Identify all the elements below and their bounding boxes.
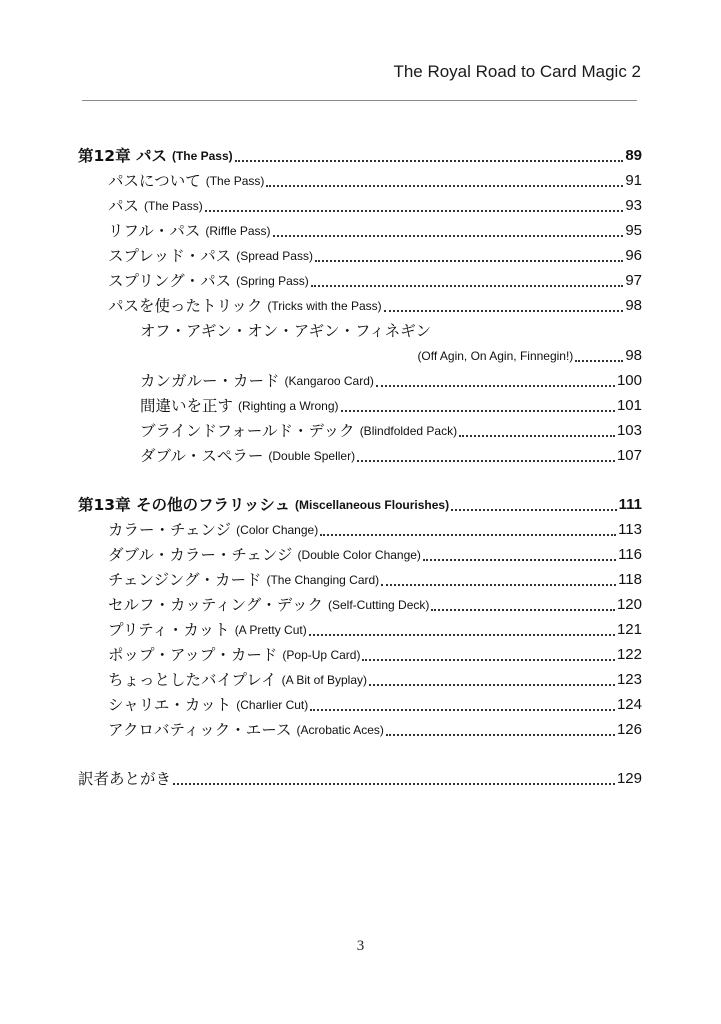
page-ref: 124 bbox=[616, 696, 642, 713]
leader-dots bbox=[266, 185, 623, 187]
toc-entry[interactable] bbox=[0, 666, 721, 690]
toc-entry[interactable] bbox=[0, 242, 721, 266]
subentry-title-ja: 間違いを正す bbox=[140, 397, 234, 415]
leader-dots bbox=[381, 584, 616, 586]
toc-entry[interactable] bbox=[0, 591, 721, 615]
entry-title-en: (Double Color Change) bbox=[297, 548, 421, 562]
toc-entry[interactable] bbox=[0, 541, 721, 565]
leader-dots bbox=[384, 310, 624, 312]
leader-dots bbox=[341, 410, 615, 412]
subentry-title-en: (Righting a Wrong) bbox=[238, 399, 339, 413]
leader-dots bbox=[357, 460, 615, 462]
toc-chapter-12[interactable] bbox=[0, 142, 721, 166]
entry-title-ja: ポップ・アップ・カード bbox=[108, 646, 278, 664]
subentry-title-en: (Kangaroo Card) bbox=[284, 374, 374, 388]
page-ref: 101 bbox=[616, 397, 642, 414]
toc-afterword[interactable] bbox=[0, 765, 721, 789]
toc-subentry-line2[interactable] bbox=[0, 342, 721, 366]
entry-title-ja: パスについて bbox=[108, 172, 201, 190]
toc-entry[interactable] bbox=[0, 267, 721, 291]
chapter-title-ja: 第13章 その他のフラリッシュ bbox=[78, 496, 291, 514]
leader-dots bbox=[309, 634, 615, 636]
leader-dots bbox=[362, 659, 615, 661]
entry-title-ja: プリティ・カット bbox=[108, 621, 230, 639]
entry-title-en: (Pop-Up Card) bbox=[282, 648, 361, 662]
subentry-title-ja: オフ・アギン・オン・アギン・フィネギン bbox=[140, 322, 432, 340]
page-ref: 116 bbox=[618, 546, 642, 563]
page-ref: 93 bbox=[625, 197, 642, 214]
page-ref: 129 bbox=[616, 770, 642, 787]
leader-dots bbox=[205, 210, 624, 212]
toc-entry[interactable] bbox=[0, 292, 721, 316]
subentry-title-en: (Off Agin, On Agin, Finnegin!) bbox=[417, 349, 574, 363]
leader-dots bbox=[451, 509, 617, 511]
toc-entry[interactable] bbox=[0, 192, 721, 216]
entry-title-ja: パス bbox=[108, 197, 140, 215]
leader-dots bbox=[310, 709, 615, 711]
toc-subentry[interactable] bbox=[0, 367, 721, 391]
subentry-title-ja: カンガルー・カード bbox=[140, 372, 280, 390]
entry-title-en: (Spread Pass) bbox=[236, 249, 313, 263]
entry-title-en: (The Changing Card) bbox=[266, 573, 380, 587]
page-ref: 97 bbox=[625, 272, 642, 289]
page-ref: 111 bbox=[618, 496, 642, 513]
entry-title-ja: ダブル・カラー・チェンジ bbox=[108, 546, 293, 564]
page-ref: 91 bbox=[625, 172, 642, 189]
entry-title-en: (The Pass) bbox=[205, 174, 265, 188]
page-ref: 122 bbox=[616, 646, 642, 663]
leader-dots bbox=[235, 160, 624, 162]
entry-title-en: (Spring Pass) bbox=[236, 274, 309, 288]
leader-dots bbox=[575, 360, 623, 362]
page-ref: 96 bbox=[625, 247, 642, 264]
leader-dots bbox=[311, 285, 624, 287]
page-ref: 126 bbox=[616, 721, 642, 738]
page-ref: 89 bbox=[625, 147, 642, 164]
leader-dots bbox=[369, 684, 615, 686]
toc-entry[interactable] bbox=[0, 167, 721, 191]
leader-dots bbox=[315, 260, 623, 262]
entry-title-ja: シャリエ・カット bbox=[108, 696, 232, 714]
page-ref: 121 bbox=[616, 621, 642, 638]
entry-title-ja: リフル・パス bbox=[108, 222, 201, 240]
toc-subentry[interactable] bbox=[0, 417, 721, 441]
page-ref: 123 bbox=[616, 671, 642, 688]
toc-entry[interactable] bbox=[0, 716, 721, 740]
leader-dots bbox=[386, 734, 615, 736]
page-ref: 98 bbox=[625, 347, 642, 364]
subentry-title-en: (Blindfolded Pack) bbox=[359, 424, 458, 438]
entry-title-en: (Tricks with the Pass) bbox=[267, 299, 382, 313]
page-ref: 120 bbox=[616, 596, 642, 613]
toc-subentry[interactable] bbox=[0, 392, 721, 416]
leader-dots bbox=[320, 534, 616, 536]
page-ref: 113 bbox=[618, 521, 642, 538]
toc-entry[interactable] bbox=[0, 616, 721, 640]
entry-title-en: (Charlier Cut) bbox=[236, 698, 309, 712]
subentry-title-ja: ブラインドフォールド・デック bbox=[140, 422, 355, 440]
entry-title-en: (Self-Cutting Deck) bbox=[328, 598, 430, 612]
leader-dots bbox=[423, 559, 616, 561]
subentry-title-ja: ダブル・スペラー bbox=[140, 447, 264, 465]
entry-title-ja: ちょっとしたバイプレイ bbox=[108, 671, 277, 689]
leader-dots bbox=[431, 609, 615, 611]
page-ref: 98 bbox=[625, 297, 642, 314]
entry-title-en: (A Pretty Cut) bbox=[234, 623, 307, 637]
page-ref: 100 bbox=[616, 372, 642, 389]
page-number: 3 bbox=[356, 938, 365, 954]
leader-dots bbox=[459, 435, 615, 437]
entry-title-ja: カラー・チェンジ bbox=[108, 521, 232, 539]
subentry-title-en: (Double Speller) bbox=[268, 449, 356, 463]
toc-chapter-13[interactable] bbox=[0, 491, 721, 515]
page-ref: 95 bbox=[625, 222, 642, 239]
entry-title-en: (The Pass) bbox=[144, 199, 203, 213]
entry-title-ja: スプレッド・パス bbox=[108, 247, 232, 265]
leader-dots bbox=[273, 235, 624, 237]
entry-title-en: (Color Change) bbox=[236, 523, 319, 537]
entry-title-ja: スプリング・パス bbox=[108, 272, 232, 290]
toc-entry[interactable] bbox=[0, 566, 721, 590]
running-head: The Royal Road to Card Magic 2 bbox=[393, 62, 641, 81]
entry-title-ja: セルフ・カッティング・デック bbox=[108, 596, 323, 614]
page-ref: 103 bbox=[616, 422, 642, 439]
leader-dots bbox=[173, 783, 615, 785]
toc-entry[interactable] bbox=[0, 516, 721, 540]
entry-title-en: (A Bit of Byplay) bbox=[281, 673, 368, 687]
chapter-title-en: (The Pass) bbox=[171, 149, 233, 163]
afterword-title: 訳者あとがき bbox=[78, 770, 172, 788]
entry-title-ja: チェンジング・カード bbox=[108, 571, 262, 589]
page-ref: 118 bbox=[618, 571, 642, 588]
chapter-title-ja: 第12章 パス bbox=[78, 147, 167, 165]
chapter-title-en: (Miscellaneous Flourishes) bbox=[295, 498, 450, 512]
entry-title-ja: パスを使ったトリック bbox=[108, 297, 263, 315]
toc-entry[interactable] bbox=[0, 641, 721, 665]
leader-dots bbox=[376, 385, 615, 387]
toc-entry[interactable] bbox=[0, 217, 721, 241]
entry-title-ja: アクロバティック・エース bbox=[108, 721, 292, 739]
header-rule bbox=[82, 100, 637, 101]
toc-entry[interactable] bbox=[0, 691, 721, 715]
entry-title-en: (Acrobatic Aces) bbox=[296, 723, 384, 737]
entry-title-en: (Riffle Pass) bbox=[205, 224, 271, 238]
toc-subentry[interactable] bbox=[0, 442, 721, 466]
toc-subentry-line1[interactable] bbox=[0, 317, 721, 341]
page-ref: 107 bbox=[616, 447, 642, 464]
